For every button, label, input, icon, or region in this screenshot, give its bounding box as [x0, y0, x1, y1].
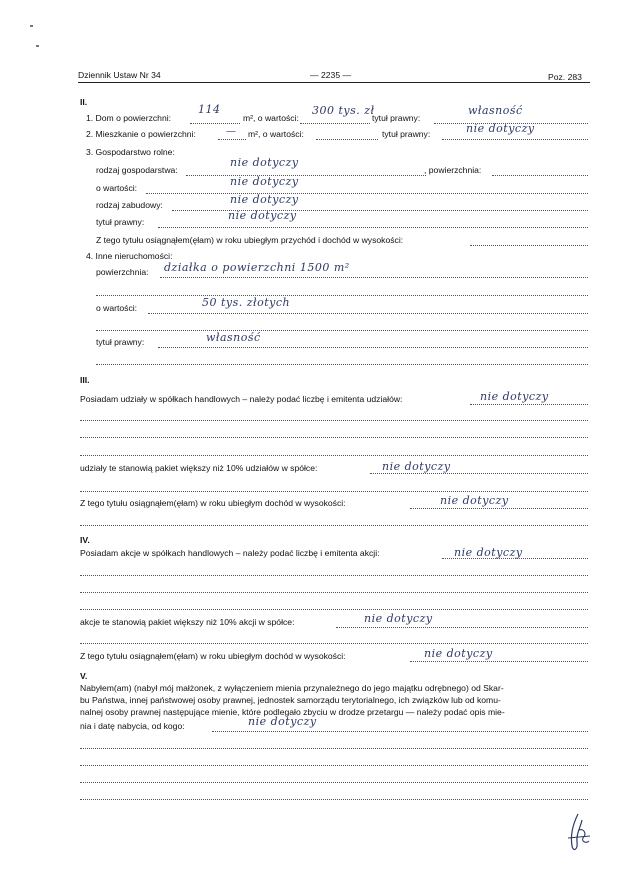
- house-worth-label: m², o wartości:: [243, 113, 299, 123]
- stocks-income-value: nie dotyczy: [424, 647, 493, 660]
- flat-worth-dots: [316, 139, 378, 140]
- shares-package-dots-2: [80, 491, 588, 492]
- flat-worth-label: m², o wartości:: [248, 129, 304, 139]
- farm-worth-label: o wartości:: [96, 183, 138, 193]
- shares-income-dots-2: [80, 525, 588, 526]
- stocks-dots-2: [80, 575, 588, 576]
- stocks-package-dots-2: [80, 643, 588, 644]
- stocks-dots-4: [80, 609, 588, 610]
- other-worth-value: 50 tys. złotych: [202, 296, 291, 309]
- header-page-number: — 2235 —: [310, 70, 352, 80]
- other-title-label: tytuł prawny:: [96, 337, 145, 347]
- farm-area-label: , powierzchnia:: [424, 165, 482, 175]
- section-IV-heading: IV.: [80, 535, 90, 545]
- farm-build-label: rodzaj zabudowy:: [96, 200, 163, 210]
- flat-title-dots: [442, 139, 588, 140]
- stocks-value: nie dotyczy: [454, 546, 523, 559]
- shares-dots-3: [80, 437, 588, 438]
- acquisition-text-1: Nabyłem(am) (nabył mój małżonek, z wyłączeniem mienia przynależnego do jego majątku odrębnego) od Skar-: [80, 683, 504, 693]
- farm-title-value: nie dotyczy: [228, 209, 297, 222]
- shares-value: nie dotyczy: [480, 390, 549, 403]
- shares-income-dots: [410, 508, 588, 509]
- shares-package-dots: [370, 473, 588, 474]
- house-area-value: 114: [198, 103, 221, 116]
- other-area-dots-2: [96, 295, 588, 296]
- acquisition-dots-5: [80, 799, 588, 800]
- other-property-label: 4. Inne nieruchomości:: [86, 251, 173, 261]
- acquisition-dots-2: [80, 748, 588, 749]
- shares-package-value: nie dotyczy: [382, 460, 451, 473]
- farm-kind-label: rodzaj gospodarstwa:: [96, 165, 178, 175]
- other-worth-label: o wartości:: [96, 303, 138, 313]
- stocks-package-dots: [336, 627, 588, 628]
- other-worth-dots-2: [96, 330, 588, 331]
- house-area-label: 1. Dom o powierzchni:: [86, 113, 172, 123]
- other-area-label: powierzchnia:: [96, 267, 149, 277]
- section-III-heading: III.: [80, 375, 90, 385]
- stocks-package-label: akcje te stanowią pakiet większy niż 10% akcji w spółce:: [80, 617, 295, 627]
- initials-signature: [560, 808, 600, 858]
- house-area-dots: [190, 123, 240, 124]
- flat-area-label: 2. Mieszkanie o powierzchni:: [86, 129, 196, 139]
- shares-dots-4: [80, 455, 588, 456]
- acquisition-dots: [212, 731, 588, 732]
- shares-income-value: nie dotyczy: [440, 494, 509, 507]
- farm-worth-value: nie dotyczy: [230, 175, 299, 188]
- house-worth-dots: [300, 123, 370, 124]
- flat-title-value: nie dotyczy: [466, 122, 535, 135]
- other-title-value: własność: [206, 331, 261, 344]
- farm-kind-value: nie dotyczy: [230, 156, 299, 169]
- farm-kind-dots: [186, 175, 426, 176]
- house-title-label: tytuł prawny:: [372, 113, 421, 123]
- other-title-dots-2: [96, 364, 588, 365]
- stocks-income-dots: [410, 661, 588, 662]
- scan-speck: [30, 25, 33, 27]
- section-V-heading: V.: [80, 671, 88, 681]
- header-position: Poz. 283: [548, 72, 582, 82]
- farm-title-dots: [158, 227, 588, 228]
- farm-income-dots: [470, 245, 588, 246]
- other-area-dots: [160, 277, 588, 278]
- flat-title-label: tytuł prawny:: [382, 129, 431, 139]
- shares-dots: [470, 404, 588, 405]
- house-title-value: własność: [468, 104, 523, 117]
- stocks-income-label: Z tego tytułu osiągnąłem(ęłam) w roku ubiegłym dochód w wysokości:: [80, 651, 346, 661]
- flat-area-value: —: [226, 126, 237, 137]
- section-II-heading: II.: [80, 97, 88, 107]
- acquisition-text-4: nia i datę nabycia, od kogo:: [80, 721, 185, 731]
- farm-build-value: nie dotyczy: [230, 193, 299, 206]
- shares-dots-2: [80, 420, 588, 421]
- acquisition-dots-4: [80, 782, 588, 783]
- header-rule: [78, 82, 590, 83]
- acquisition-value: nie dotyczy: [248, 715, 317, 728]
- stocks-package-value: nie dotyczy: [364, 612, 433, 625]
- header-journal-name: Dziennik Ustaw Nr 34: [78, 70, 161, 80]
- stocks-dots-3: [80, 592, 588, 593]
- acquisition-text-2: bu Państwa, innej państwowej osoby prawnej, jednostek samorządu terytorialnego, ich związków lub od komu-: [80, 695, 501, 705]
- shares-label: Posiadam udziały w spółkach handlowych – należy podać liczbę i emitenta udziałów:: [80, 394, 403, 404]
- other-title-dots: [158, 347, 588, 348]
- other-worth-dots: [148, 313, 588, 314]
- farm-area-dots: [492, 175, 588, 176]
- scan-speck: [36, 45, 39, 47]
- farm-income-label: Z tego tytułu osiągnąłem(ęłam) w roku ubiegłym przychód i dochód w wysokości:: [96, 235, 404, 245]
- house-worth-value: 300 tys. zł: [312, 104, 375, 117]
- stocks-label: Posiadam akcje w spółkach handlowych – należy podać liczbę i emitenta akcji:: [80, 548, 380, 558]
- acquisition-dots-3: [80, 765, 588, 766]
- acquisition-text-3: nalnej osoby prawnej następujące mienie, które podlegało zbyciu w drodze przetargu — należy podać opis mie-: [80, 707, 505, 717]
- flat-area-dots: [218, 139, 246, 140]
- farm-label: 3. Gospodarstwo rolne:: [86, 147, 175, 157]
- shares-income-label: Z tego tytułu osiągnąłem(ęłam) w roku ubiegłym dochód w wysokości:: [80, 498, 346, 508]
- farm-worth-dots: [146, 193, 588, 194]
- farm-title-label: tytuł prawny:: [96, 217, 145, 227]
- other-area-value: działka o powierzchni 1500 m²: [164, 261, 350, 274]
- shares-package-label: udziały te stanowią pakiet większy niż 10% udziałów w spółce:: [80, 463, 318, 473]
